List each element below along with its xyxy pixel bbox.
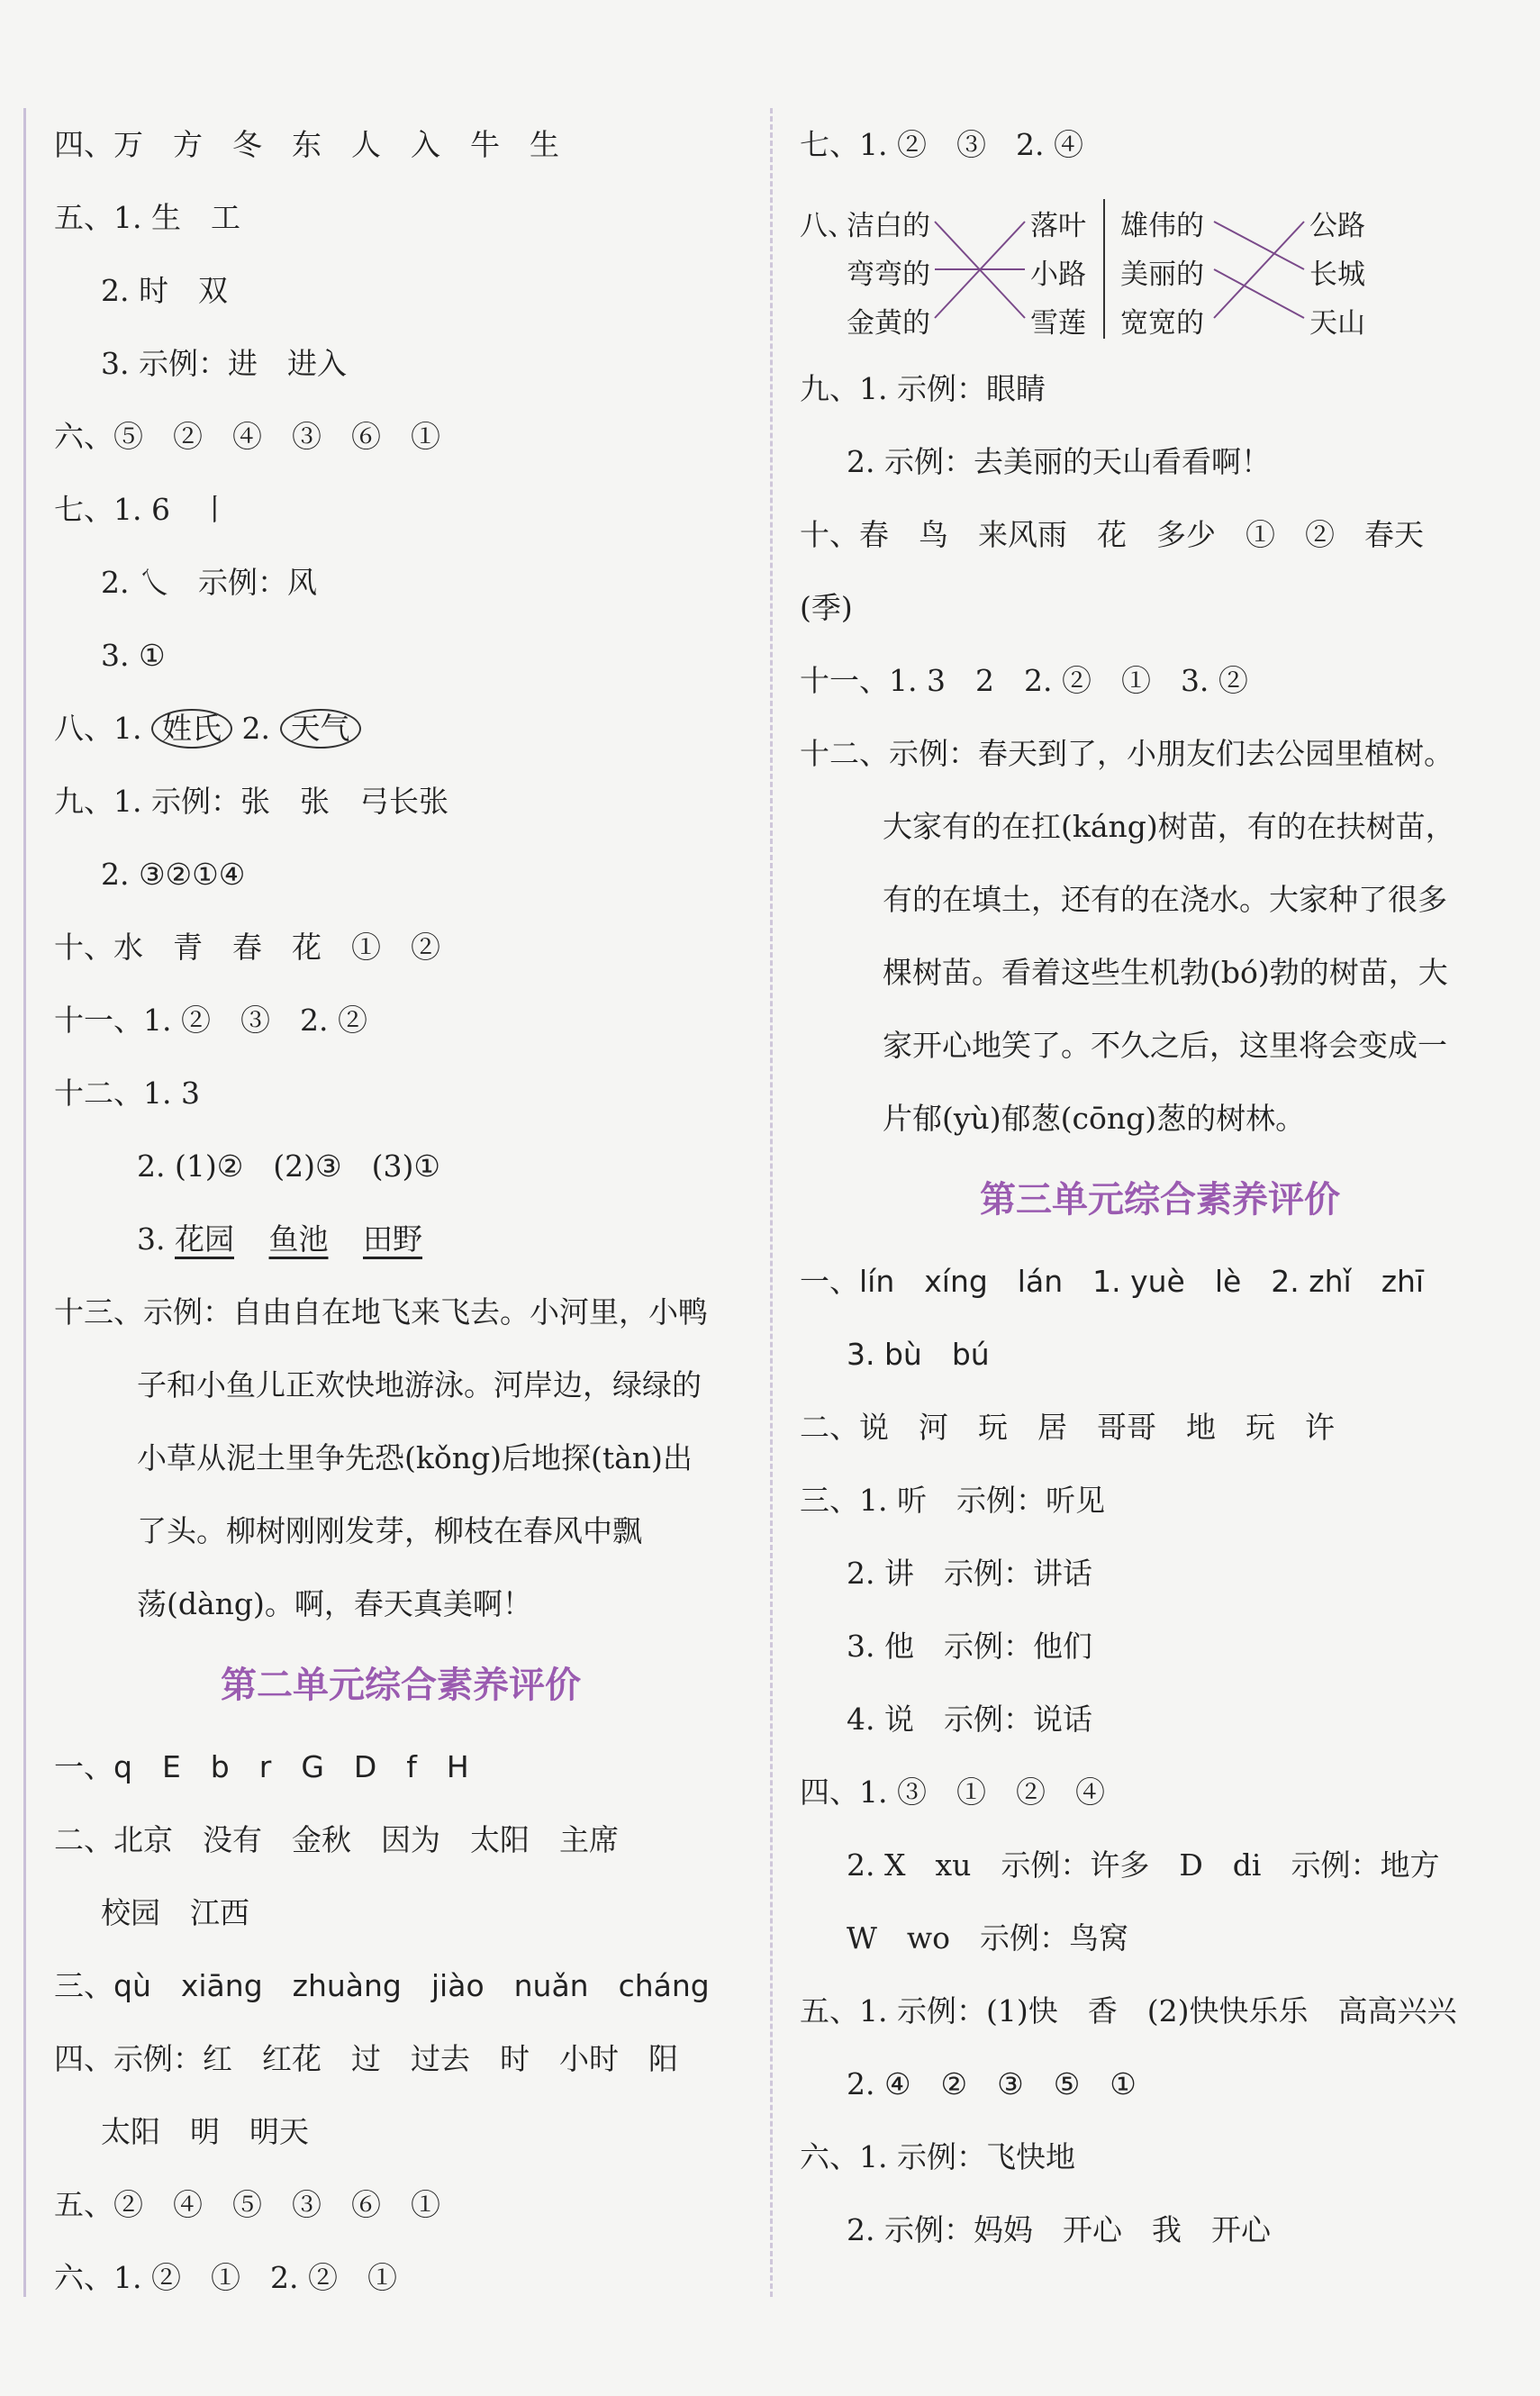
section-heading: 第二单元综合素养评价 <box>221 1665 581 1706</box>
left-column <box>54 108 747 2314</box>
answer-line: 十二、示例：春天到了，小朋友们去公园里植树。 <box>800 736 1454 771</box>
answer-line: 一、q E b r G D f H <box>54 1749 469 1784</box>
match-right-item: 落叶 <box>1030 210 1086 242</box>
answer-line: 六、⑤ ② ④ ③ ⑥ ① <box>54 419 440 454</box>
answer-line: 3. bù bú <box>847 1337 990 1372</box>
match-left-item: 宽宽的 <box>1120 307 1204 340</box>
answer-line: 3. ① <box>101 638 166 673</box>
answer-line: 五、1. 示例：(1)快 香 (2)快快乐乐 高高兴兴 <box>800 1993 1457 2028</box>
answer-line: 十、水 青 春 花 ① ② <box>54 930 440 965</box>
answer-line: 十一、1. ② ③ 2. ② <box>54 1003 367 1038</box>
answer-line: 2. X xu 示例：许多 D di 示例：地方 <box>847 1847 1440 1883</box>
answer-line: 六、1. ② ① 2. ② ① <box>54 2260 397 2295</box>
match-left-item: 美丽的 <box>1120 259 1204 291</box>
matching-exercise <box>800 181 1520 352</box>
answer-line: 2. 乀 示例：风 <box>101 565 317 600</box>
answer-line: 五、② ④ ⑤ ③ ⑥ ① <box>54 2187 440 2222</box>
underlined-answer: 田野 <box>363 1221 422 1257</box>
answer-label: 八、1. <box>54 711 142 746</box>
circled-answer: 姓氏 <box>151 709 232 749</box>
answer-line: 2. 时 双 <box>101 273 228 308</box>
answer-line: 九、1. 示例：张 张 弓长张 <box>54 784 448 819</box>
answer-line: 片郁(yù)郁葱(cōng)葱的树林。 <box>883 1101 1306 1136</box>
answer-line: 十、春 鸟 来风雨 花 多少 ① ② 春天 <box>800 517 1424 552</box>
match-right-item: 公路 <box>1309 210 1365 242</box>
answer-line: 四、示例：红 红花 过 过去 时 小时 阳 <box>54 2041 678 2076</box>
column-divider <box>770 108 773 2297</box>
underlined-answer: 花园 <box>175 1221 234 1257</box>
answer-line: 九、1. 示例：眼睛 <box>800 371 1046 406</box>
match-left-item: 洁白的 <box>847 210 930 242</box>
answer-line: 2. ③②①④ <box>101 857 246 892</box>
answer-line: 3. 他 示例：他们 <box>847 1629 1092 1664</box>
answer-label: 3. <box>137 1221 166 1257</box>
answer-line: 四、万 方 冬 东 人 入 牛 生 <box>54 127 559 162</box>
answer-line: 2. 讲 示例：讲话 <box>847 1556 1092 1591</box>
right-column <box>800 108 1520 2266</box>
match-right-item: 天山 <box>1309 307 1365 340</box>
match-right-item: 长城 <box>1309 259 1365 291</box>
underlined-answer: 鱼池 <box>268 1221 329 1257</box>
answer-line: 家开心地笑了。不久之后，这里将会变成一 <box>883 1028 1447 1063</box>
answer-line: 十三、示例：自由自在地飞来飞去。小河里，小鸭 <box>54 1294 708 1330</box>
answer-line: 太阳 明 明天 <box>101 2114 309 2149</box>
answer-line: 四、1. ③ ① ② ④ <box>800 1774 1105 1810</box>
answer-line: 荡(dàng)。啊，春天真美啊！ <box>137 1586 532 1621</box>
match-left-item: 金黄的 <box>847 307 930 340</box>
answer-line: 六、1. 示例：飞快地 <box>800 2139 1075 2174</box>
answer-line: 二、说 河 玩 居 哥哥 地 玩 许 <box>800 1410 1335 1445</box>
answer-line: (季) <box>800 590 853 625</box>
match-left-item: 雄伟的 <box>1120 210 1204 242</box>
answer-line <box>54 692 747 765</box>
left-margin-rule <box>23 108 26 2297</box>
answer-line: 十一、1. 3 2 2. ② ① 3. ② <box>800 663 1248 698</box>
answer-line: 二、北京 没有 金秋 因为 太阳 主席 <box>54 1822 619 1857</box>
answer-line: 七、1. 6 丨 <box>54 492 230 527</box>
match-left-item: 弯弯的 <box>847 259 930 291</box>
answer-line: 2. ④ ② ③ ⑤ ① <box>847 2066 1137 2101</box>
answer-line: 七、1. ② ③ 2. ④ <box>800 127 1083 162</box>
match-right-item: 小路 <box>1030 259 1086 291</box>
answer-line: 十二、1. 3 <box>54 1075 200 1111</box>
answer-line: 小草从泥土里争先恐(kǒng)后地探(tàn)出 <box>137 1440 693 1475</box>
answer-line <box>54 1203 747 1275</box>
answer-line: 校园 江西 <box>101 1895 249 1930</box>
answer-line: 了头。柳树刚刚发芽，柳枝在春风中飘 <box>137 1513 642 1548</box>
answer-line: 4. 说 示例：说话 <box>847 1702 1092 1737</box>
answer-line: 一、lín xíng lán 1. yuè lè 2. zhǐ zhī <box>800 1264 1425 1299</box>
answer-line: 三、qù xiāng zhuàng jiào nuǎn cháng <box>54 1968 710 2003</box>
answer-line: 三、1. 听 示例：听见 <box>800 1483 1105 1518</box>
answer-line: 2. (1)② (2)③ (3)① <box>137 1148 440 1184</box>
answer-line: 子和小鱼儿正欢快地游泳。河岸边，绿绿的 <box>137 1367 702 1402</box>
circled-answer: 天气 <box>280 709 361 749</box>
answer-line: 2. 示例：去美丽的天山看看啊！ <box>847 444 1271 479</box>
answer-line: W wo 示例：鸟窝 <box>847 1920 1129 1956</box>
answer-label: 2. <box>241 711 270 746</box>
match-right-item: 雪莲 <box>1030 307 1086 340</box>
answer-line: 2. 示例：妈妈 开心 我 开心 <box>847 2212 1271 2247</box>
answer-line: 3. 示例：进 进入 <box>101 346 347 381</box>
section-heading: 第三单元综合素养评价 <box>980 1179 1340 1221</box>
answer-line: 五、1. 生 工 <box>54 200 240 235</box>
match-label: 八、 <box>800 210 856 242</box>
answer-line: 棵树苗。看着这些生机勃(bó)勃的树苗，大 <box>883 955 1448 990</box>
answer-line: 大家有的在扛(káng)树苗，有的在扶树苗， <box>883 809 1455 844</box>
answer-line: 有的在填土，还有的在浇水。大家种了很多 <box>883 882 1447 917</box>
